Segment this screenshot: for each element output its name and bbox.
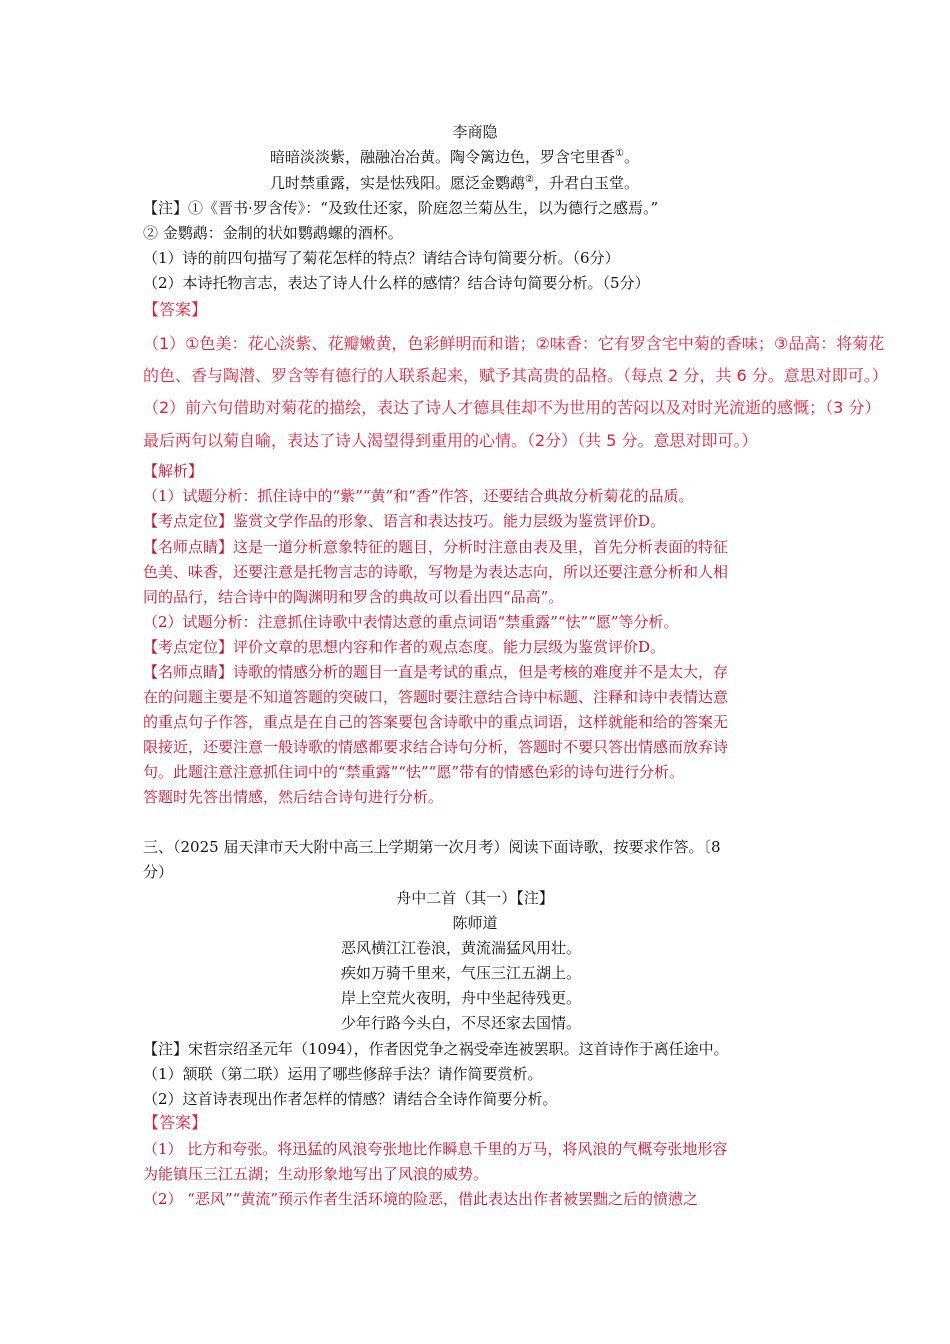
analysis-line: 【名师点睛】这是一道分析意象特征的题目，分析时注意由表及里，首先分析表面的特征 bbox=[143, 538, 729, 556]
poem-note-1: 【注】①《晋书·罗含传》：“及致仕还家，阶庭忽兰菊丛生，以为德行之感焉。” bbox=[143, 199, 659, 217]
poem-title: 舟中二首（其一）【注】 bbox=[396, 889, 554, 907]
answer-1-line-2: 的色、香与陶潜、罗含等有德行的人联系起来，赋予其高贵的品格。（每点 2 分，共 6 分。意思对即可。） bbox=[143, 366, 888, 385]
poem-line-1-text: 暗暗淡淡紫，融融冶冶黄。陶令篱边色，罗含宅里香 bbox=[270, 148, 616, 166]
analysis-line: 答题时先答出情感，然后结合诗句进行分析。 bbox=[143, 788, 444, 806]
answer-1-line-2: 为能镇压三江五湖；生动形象地写出了风浪的威势。 bbox=[143, 1165, 489, 1183]
analysis-line: 【考点定位】评价文章的思想内容和作者的观点态度。能力层级为鉴赏评价D。 bbox=[143, 638, 666, 656]
section-heading-cont: 分） bbox=[143, 863, 174, 881]
poem-line-2-end: ，升君白玉堂。 bbox=[533, 174, 639, 192]
poem-note: 【注】宋哲宗绍圣元年（1094），作者因党争之祸受牵连被罢职。这首诗作于离任途中。 bbox=[143, 1040, 729, 1058]
question-1: （1）诗的前四句描写了菊花怎样的特点？请结合诗句简要分析。（6分） bbox=[143, 249, 620, 267]
question-2: （2）本诗托物言志，表达了诗人什么样的感情？结合诗句简要分析。（5分） bbox=[143, 274, 650, 292]
question-2: （2）这首诗表现出作者怎样的情感？请结合全诗作简要分析。 bbox=[143, 1090, 558, 1108]
poem-note-2: ② 金鹦鹉：金制的状如鹦鹉螺的酒杯。 bbox=[143, 224, 403, 242]
poem-author: 陈师道 bbox=[452, 914, 498, 932]
poem-verse: 少年行路今头白，不尽还家去国情。 bbox=[341, 1014, 582, 1032]
question-1: （1）颔联（第二联）运用了哪些修辞手法？请作简要赏析。 bbox=[143, 1065, 543, 1083]
analysis-line: 的重点句子作答，重点是在自己的答案要包含诗歌中的重点词语，这样就能和给的答案无 bbox=[143, 713, 729, 731]
poem-line-1 bbox=[270, 147, 639, 167]
answer-2-line-1: （2）前六句借助对菊花的描绘，表达了诗人才德具佳却不为世用的苦闷以及对时光流逝的感慨；（3 分） bbox=[143, 398, 881, 417]
poem-line-2 bbox=[270, 173, 639, 193]
analysis-line: 同的品行，结合诗中的陶渊明和罗含的典故可以看出四“品高”。 bbox=[143, 588, 564, 606]
answer-label: 【答案】 bbox=[143, 300, 208, 319]
footnote-marker: ① bbox=[615, 148, 624, 159]
analysis-line: 色美、味香，还要注意是托物言志的诗歌，写物是为表达志向，所以还要注意分析和人相 bbox=[143, 563, 729, 581]
poem-verse: 疾如万骑千里来，气压三江五湖上。 bbox=[341, 964, 582, 982]
analysis-line: 【名师点睛】诗歌的情感分析的题目一直是考试的重点，但是考核的难度并不是太大，存 bbox=[143, 663, 729, 681]
poem-verse: 恶风横江江卷浪，黄流湍猛风用壮。 bbox=[341, 939, 582, 957]
footnote-marker: ② bbox=[525, 174, 534, 185]
poem-verse: 岸上空荒火夜明，舟中坐起待残更。 bbox=[341, 989, 582, 1007]
analysis-line: 限接近，还要注意一般诗歌的情感都要求结合诗句分析，答题时不要只答出情感而放弃诗 bbox=[143, 738, 729, 756]
answer-label: 【答案】 bbox=[143, 1113, 208, 1132]
poem-author: 李商隐 bbox=[452, 123, 498, 141]
answer-2-line-1: （2） “恶风”“黄流”预示作者生活环境的险恶，借此表达出作者被罢黜之后的愤懑之 bbox=[143, 1190, 698, 1208]
analysis-line: （1）试题分析：抓住诗中的“紫”“黄”和“香”作答，还要结合典故分析菊花的品质。 bbox=[143, 487, 694, 505]
answer-1-line-1: （1） 比方和夸张。将迅猛的风浪夸张地比作瞬息千里的万马，将风浪的气概夸张地形容 bbox=[143, 1140, 728, 1158]
poem-line-1-end: 。 bbox=[623, 148, 639, 166]
section-heading: 三、（2025 届天津市天大附中高三上学期第一次月考）阅读下面诗歌，按要求作答。〔8 bbox=[143, 838, 721, 856]
analysis-line: 在的问题主要是不知道答题的突破口，答题时要注意结合诗中标题、注释和诗中表情达意 bbox=[143, 688, 729, 706]
analysis-line: （2）试题分析：注意抓住诗歌中表情达意的重点词语“禁重露”“怯”“愿”等分析。 bbox=[143, 613, 679, 631]
poem-line-2-text: 几时禁重露，实是怯残阳。愿泛金鹦鹉 bbox=[270, 174, 526, 192]
analysis-line: 句。此题注意注意抓住词中的“禁重露”“怯”“愿”带有的情感色彩的诗句进行分析。 bbox=[143, 763, 685, 781]
analysis-line: 【考点定位】鉴赏文学作品的形象、语言和表达技巧。能力层级为鉴赏评价D。 bbox=[143, 512, 666, 530]
answer-2-line-2: 最后两句以菊自喻，表达了诗人渴望得到重用的心情。（2分）（共 5 分。意思对即可。） bbox=[143, 431, 758, 450]
answer-1-line-1: （1）①色美：花心淡紫、花瓣嫩黄，色彩鲜明而和谐；②味香：它有罗含宅中菊的香味；③品高：将菊花 bbox=[143, 334, 885, 353]
analysis-label: 【解析】 bbox=[143, 462, 204, 480]
